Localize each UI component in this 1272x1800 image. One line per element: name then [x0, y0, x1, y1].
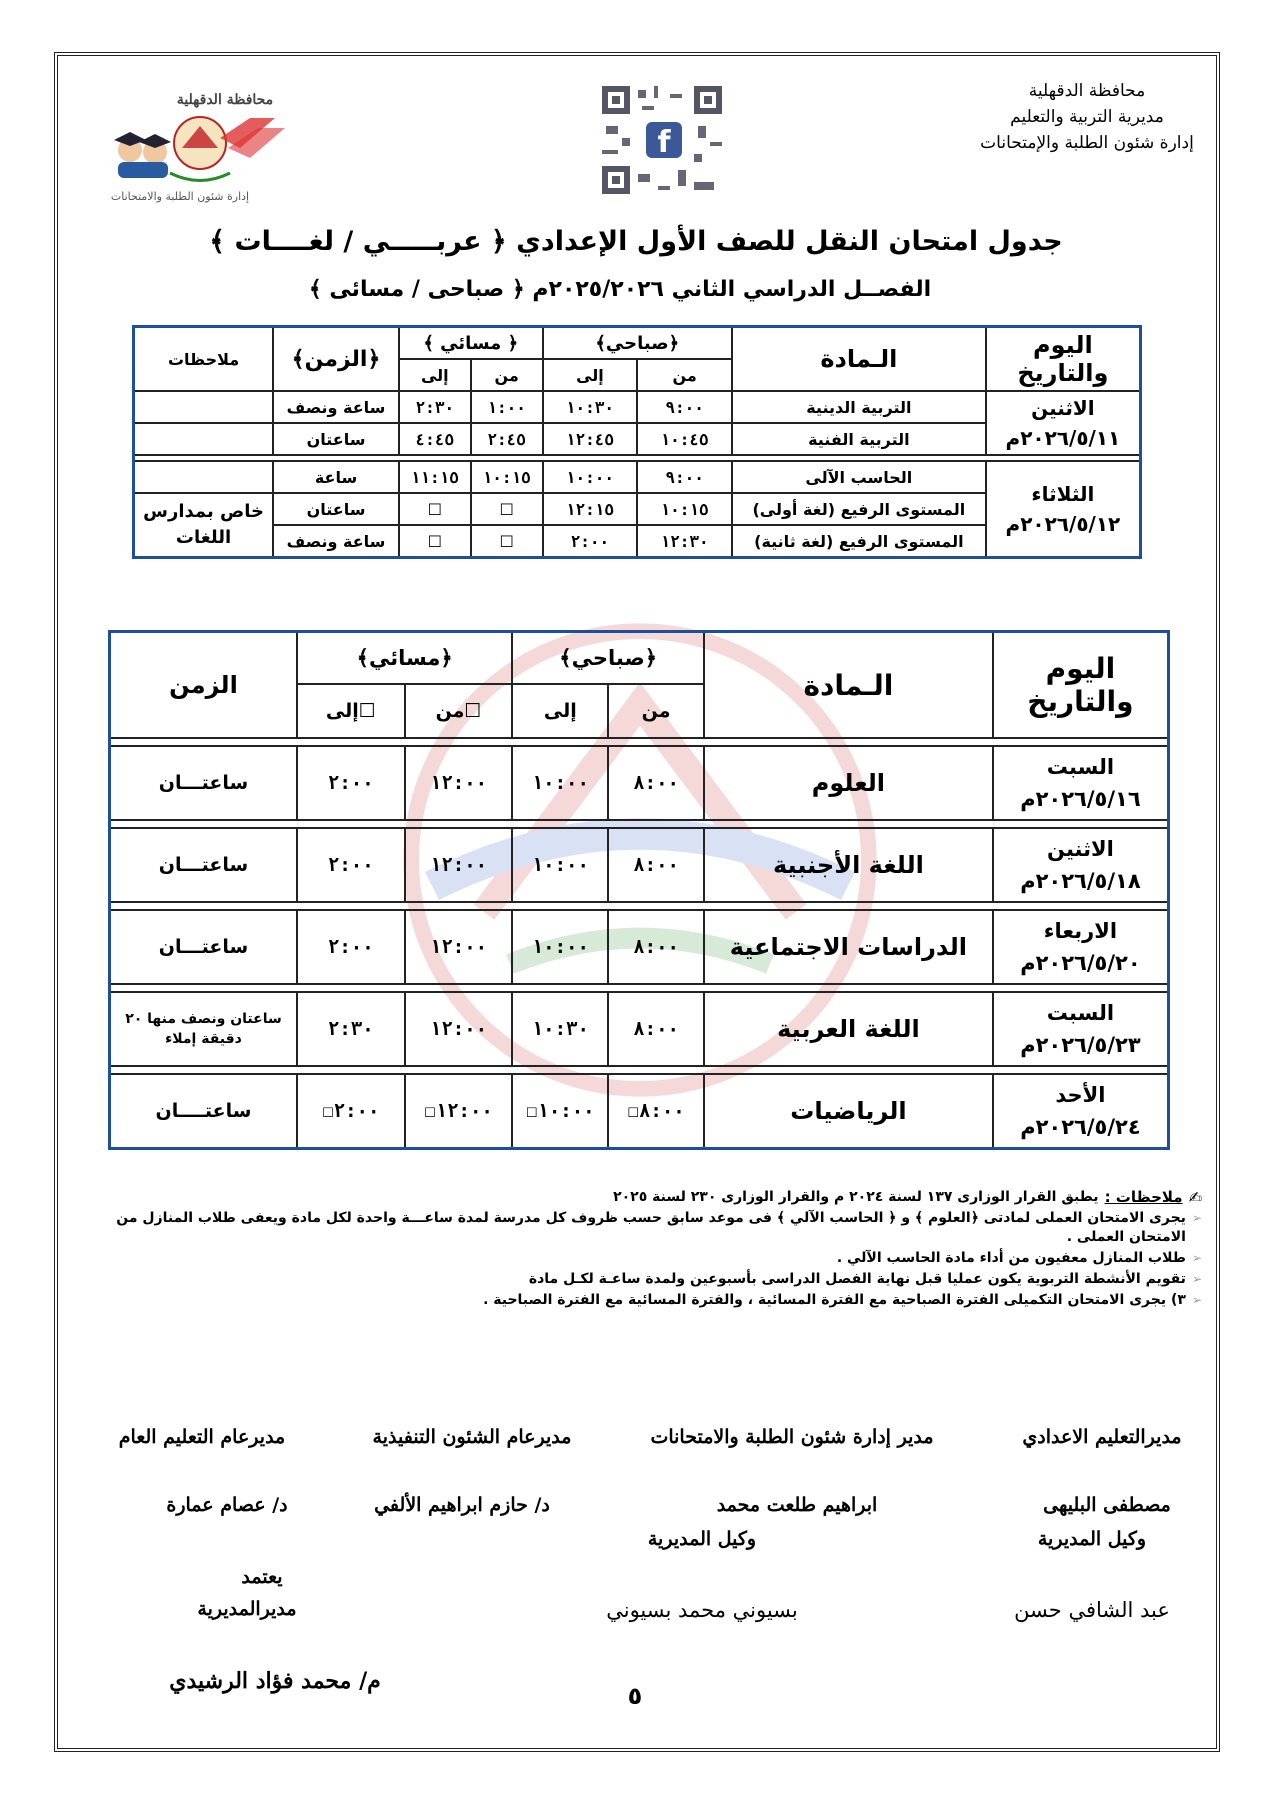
evening-to: ٢:٣٠ [297, 992, 405, 1066]
graduates-logo-icon [100, 88, 320, 208]
note-item [62, 1209, 1202, 1247]
morning-from: ١٢:٣٠ [637, 525, 732, 558]
day-name: الثلاثاء [1031, 482, 1095, 506]
header-evening-to: إلى [399, 359, 471, 391]
evening-from: ١٢:٠٠ [405, 992, 513, 1066]
directorate-block [972, 78, 1202, 156]
notes-cell [134, 391, 274, 423]
signature-title: مديرالتعليم الاعدادي [1022, 1426, 1182, 1448]
header-evening-to: ☐إلى [297, 684, 405, 738]
signature-title: مديرعام التعليم العام [118, 1426, 286, 1448]
signature-title: مديرعام الشئون التنفيذية [372, 1426, 572, 1448]
day-cell [986, 461, 1141, 558]
day-cell [993, 992, 1169, 1066]
subject-cell: المستوى الرفيع (لغة أولى) [732, 493, 986, 525]
evening-from: ١٢:٠٠ [405, 828, 513, 902]
evening-to: ☐ [399, 525, 471, 558]
header-morning-to: إلى [512, 684, 608, 738]
day-date: ٢٠٢٦/٥/١٨م [1020, 869, 1141, 893]
svg-text:إدارة شئون الطلبة والامتحانات: إدارة شئون الطلبة والامتحانات [110, 190, 250, 203]
morning-to: ١٢:١٥ [543, 493, 638, 525]
header-day-date: اليوم والتاريخ [986, 327, 1141, 392]
note-text: ٣) يجرى الامتحان التكميلى الفترة الصباحية مع الفترة المسائية ، والفترة المسائية مع الفترة الصباحية . [483, 1292, 1186, 1308]
subject-cell: العلوم [704, 746, 993, 820]
morning-from: ١٠:١٥ [637, 493, 732, 525]
subject-cell: الدراسات الاجتماعية [704, 910, 993, 984]
evening-to: ٢:٣٠ [399, 391, 471, 423]
header-subject: الـمادة [704, 632, 993, 739]
morning-to: ١٢:٤٥ [543, 423, 638, 455]
day-name: الاربعاء [1043, 919, 1118, 943]
note-text: يجرى الامتحان العملى لمادتى ﴿العلوم ﴾ و ﴿ الحاسب الآلي ﴾ فى موعد سابق حسب ظروف كل مدرسة لمدة ساعـــة واحدة لكل مادة ويعفى طلاب المنازل من الامتحان العملى . [116, 1210, 1186, 1245]
morning-from: ٨:٠٠ [608, 828, 704, 902]
subject-cell: اللغة الأجنبية [704, 828, 993, 902]
morning-to: ١٠:٠٠ [543, 461, 638, 493]
notes-section [62, 1188, 1202, 1310]
evening-from: ١:٠٠ [471, 391, 543, 423]
director-label: مديرالمديرية [197, 1598, 297, 1620]
morning-from: ٨:٠٠☐ [608, 1074, 704, 1149]
signature-name: د/ عصام عمارة [166, 1494, 288, 1516]
arrow-bullet-icon: ➢ [1191, 1251, 1202, 1265]
day-date: ٢٠٢٦/٥/١٦م [1020, 787, 1141, 811]
signature-name: ابراهيم طلعت محمد [716, 1494, 878, 1516]
morning-to: ١٠:٠٠ [512, 910, 608, 984]
morning-from: ١٠:٤٥ [637, 423, 732, 455]
duration-cell: ساعتـــان [110, 910, 297, 984]
morning-to: ١٠:٣٠ [512, 992, 608, 1066]
pencil-icon: ✍ [1188, 1188, 1202, 1207]
day-cell [993, 1074, 1169, 1149]
designer-name: م/ محمد فؤاد الرشيدي [169, 1668, 381, 1694]
arrow-bullet-icon: ➢ [1191, 1272, 1202, 1286]
schedule-table-1 [132, 325, 1142, 559]
evening-from: ١٠:١٥ [471, 461, 543, 493]
notes-cell [134, 461, 274, 493]
duration-cell: ساعتان [273, 493, 399, 525]
header-evening: ﴿ مسائي ﴾ [399, 327, 543, 360]
governorate-name: محافظة الدقهلية [1028, 81, 1146, 101]
svg-text:f: f [657, 125, 671, 160]
deputy-label: وكيل المديرية [1037, 1528, 1147, 1550]
svg-text:محافظة الدقهلية: محافظة الدقهلية [176, 92, 274, 108]
morning-to: ١٠:٠٠ [512, 828, 608, 902]
evening-from: ٢:٤٥ [471, 423, 543, 455]
subject-cell: التربية الدينية [732, 391, 986, 423]
signature-name: د/ حازم ابراهيم الألفي [374, 1494, 550, 1516]
duration-cell: ساعة ونصف [273, 391, 399, 423]
day-cell [993, 910, 1169, 984]
morning-from: ٨:٠٠ [608, 910, 704, 984]
arrow-bullet-icon: ➢ [1191, 1293, 1202, 1307]
day-name: الاثنين [1031, 396, 1095, 420]
header-morning-to: إلى [543, 359, 638, 391]
subject-cell: المستوى الرفيع (لغة ثانية) [732, 525, 986, 558]
notes-lead-text: يطبق القرار الوزارى ١٣٧ لسنة ٢٠٢٤ م والقرار الوزارى ٢٣٠ لسنة ٢٠٢٥ [613, 1189, 1099, 1205]
directorate-name: مديرية التربية والتعليم [1010, 107, 1164, 127]
subject-cell: التربية الفنية [732, 423, 986, 455]
day-name: السبت [1046, 1001, 1115, 1025]
evening-to: ☐ [399, 493, 471, 525]
notes-lead [62, 1188, 1202, 1207]
governorate-logo [100, 88, 320, 208]
page-number: ٥ [627, 1682, 643, 1710]
header-notes: ملاحظات [134, 327, 274, 392]
evening-from: ☐ [471, 493, 543, 525]
approve-label: يعتمد [241, 1566, 283, 1588]
evening-to: ٢:٠٠ [297, 828, 405, 902]
schedule-table-2 [108, 630, 1170, 1150]
header-morning-from: من [608, 684, 704, 738]
header-evening-from: ☐من [405, 684, 513, 738]
notes-cell [134, 423, 274, 455]
header-day-date: اليوم والتاريخ [993, 632, 1169, 739]
qr-code-icon [598, 82, 726, 198]
header-subject: الـمادة [732, 327, 986, 392]
document-title: جدول امتحان النقل للصف الأول الإعدادي ﴿ عربـــــي / لغــــات ﴾ [209, 226, 1063, 257]
duration-cell: ساعة ونصف [273, 525, 399, 558]
note-text: طلاب المنازل معفيون من أداء مادة الحاسب الآلي . [836, 1250, 1186, 1266]
evening-to: ١١:١٥ [399, 461, 471, 493]
signature-name: عبد الشافي حسن [1014, 1598, 1170, 1622]
evening-to: ٢:٠٠☐ [297, 1074, 405, 1149]
day-date: ٢٠٢٦/٥/٢٠م [1020, 951, 1141, 975]
duration-cell: ساعتان [273, 423, 399, 455]
duration-cell: ساعتــــان [110, 1074, 297, 1149]
morning-to: ١٠:٠٠☐ [512, 1074, 608, 1149]
evening-to: ٢:٠٠ [297, 910, 405, 984]
header-duration: ﴿الزمن﴾ [273, 327, 399, 392]
signature-name: مصطفى البليهى [1043, 1494, 1171, 1516]
note-item [62, 1270, 1202, 1289]
header-evening: ﴿مسائي﴾ [297, 632, 512, 685]
morning-from: ٩:٠٠ [637, 461, 732, 493]
day-cell [986, 391, 1141, 455]
morning-to: ١٠:٠٠ [512, 746, 608, 820]
day-cell [993, 746, 1169, 820]
header-evening-from: من [471, 359, 543, 391]
note-text: تقويم الأنشطة التربوية يكون عمليا قبل نهاية الفصل الدراسى بأسبوعين ولمدة ساعـة لكـل مادة [528, 1271, 1186, 1287]
note-item [62, 1291, 1202, 1310]
deputy-label: وكيل المديرية [647, 1528, 757, 1550]
header-morning: ﴿صباحي﴾ [512, 632, 704, 685]
evening-to: ٤:٤٥ [399, 423, 471, 455]
duration-cell: ساعتان ونصف منها ٢٠ دقيقة إملاء [110, 992, 297, 1066]
evening-from: ☐ [471, 525, 543, 558]
duration-cell: ساعتـــان [110, 828, 297, 902]
notes-cell: خاص بمدارس اللغات [134, 493, 274, 558]
day-date: ٢٠٢٦/٥/١٢م [1005, 512, 1121, 536]
document-subtitle: الفصــل الدراسي الثاني ٢٠٢٥/٢٠٢٦م ﴿ صباحى / مسائى ﴾ [308, 277, 932, 302]
duration-cell: ساعة [273, 461, 399, 493]
day-date: ٢٠٢٦/٥/٢٣م [1020, 1033, 1141, 1057]
day-cell [993, 828, 1169, 902]
duration-cell: ساعتـــان [110, 746, 297, 820]
header-morning-from: من [637, 359, 732, 391]
evening-from: ١٢:٠٠ [405, 746, 513, 820]
evening-from: ١٢:٠٠☐ [405, 1074, 513, 1149]
morning-to: ٢:٠٠ [543, 525, 638, 558]
evening-to: ٢:٠٠ [297, 746, 405, 820]
evening-from: ١٢:٠٠ [405, 910, 513, 984]
department-name: إدارة شئون الطلبة والإمتحانات [980, 133, 1194, 153]
day-name: السبت [1046, 755, 1115, 779]
subject-cell: الحاسب الآلى [732, 461, 986, 493]
subject-cell: اللغة العربية [704, 992, 993, 1066]
morning-to: ١٠:٣٠ [543, 391, 638, 423]
signature-name: بسيوني محمد بسيوني [606, 1598, 798, 1622]
day-date: ٢٠٢٦/٥/١١م [1005, 426, 1121, 450]
signature-title: مدير إدارة شئون الطلبة والامتحانات [650, 1426, 934, 1448]
header-duration: الزمن [110, 632, 297, 739]
morning-from: ٨:٠٠ [608, 992, 704, 1066]
morning-from: ٨:٠٠ [608, 746, 704, 820]
note-item [62, 1249, 1202, 1268]
day-date: ٢٠٢٦/٥/٢٤م [1020, 1115, 1141, 1139]
notes-label: ملاحظات : [1104, 1188, 1183, 1206]
arrow-bullet-icon: ➢ [1191, 1211, 1202, 1225]
day-name: الأحد [1055, 1083, 1106, 1107]
header-morning: ﴿صباحي﴾ [543, 327, 732, 360]
morning-from: ٩:٠٠ [637, 391, 732, 423]
subject-cell: الرياضيات [704, 1074, 993, 1149]
day-name: الاثنين [1047, 837, 1114, 861]
